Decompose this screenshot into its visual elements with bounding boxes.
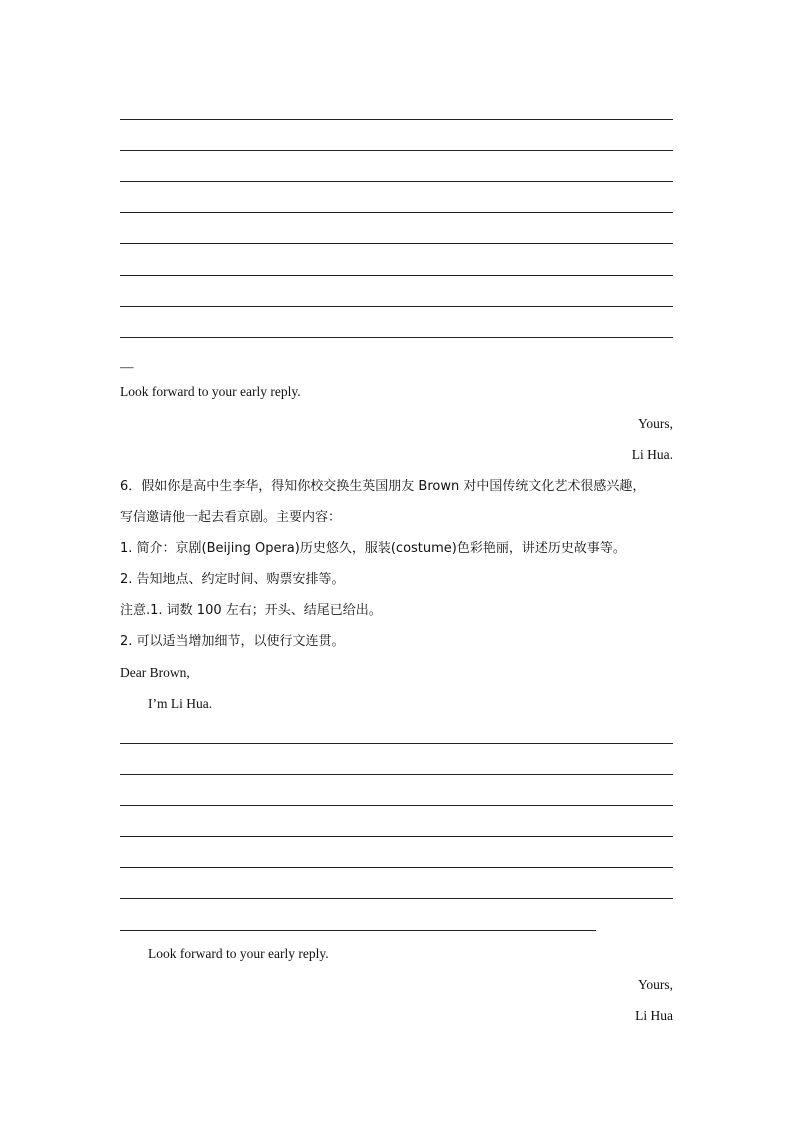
writing-line: [120, 243, 673, 244]
short-dash: —: [120, 359, 134, 374]
writing-line: [120, 836, 673, 837]
writing-line: [120, 181, 673, 182]
writing-line: [120, 898, 673, 899]
writing-line: [120, 306, 673, 307]
letter-closing: Look forward to your early reply.: [148, 946, 329, 961]
letter-signature: Li Hua: [635, 1008, 673, 1023]
writing-line: [120, 774, 673, 775]
writing-line: [120, 119, 673, 120]
letter-sign-off: Yours,: [637, 416, 673, 431]
writing-line: [120, 337, 673, 338]
letter-opening: I’m Li Hua.: [148, 696, 213, 711]
letter-sign-off: Yours,: [637, 977, 673, 992]
writing-line: [120, 867, 673, 868]
writing-line: [120, 150, 673, 151]
question-prompt-line-1: 6．假如你是高中生李华，得知你校交换生英国朋友 Brown 对中国传统文化艺术很感兴趣，: [120, 479, 646, 494]
letter-closing: Look forward to your early reply.: [120, 384, 301, 399]
writing-line: [120, 212, 673, 213]
letter-signature: Li Hua.: [631, 447, 673, 462]
question-prompt-line-2: 写信邀请他一起去看京剧。主要内容：: [120, 510, 342, 525]
writing-line: [120, 805, 673, 806]
letter-salutation: Dear Brown,: [120, 665, 190, 680]
writing-line: [120, 743, 673, 744]
note-1: 注意.1. 词数 100 左右；开头、结尾已给出。: [120, 603, 382, 618]
content-point-1: 1. 简介：京剧(Beijing Opera)历史悠久，服装(costume)色彩艳丽，讲述历史故事等。: [120, 541, 626, 556]
content-point-2: 2. 告知地点、约定时间、购票安排等。: [120, 572, 345, 587]
note-2: 2. 可以适当增加细节，以使行文连贯。: [120, 634, 345, 649]
writing-line: [120, 275, 673, 276]
writing-line: [120, 930, 596, 931]
